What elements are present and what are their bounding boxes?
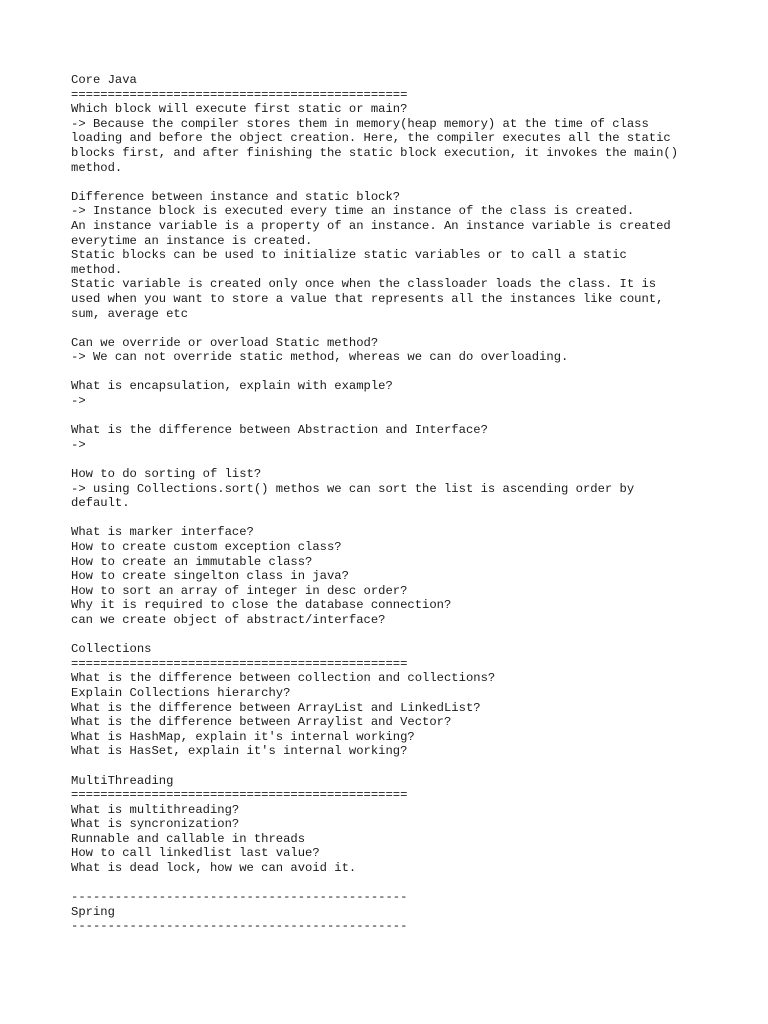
question-line: How to create singelton class in java?	[71, 569, 349, 584]
document-page	[71, 73, 711, 934]
question-line: What is dead lock, how we can avoid it.	[71, 861, 357, 876]
blank-line	[71, 628, 711, 643]
question-line: What is the difference between ArrayList and LinkedList?	[71, 700, 481, 715]
question-line: What is the difference between Abstraction and Interface?	[71, 423, 488, 438]
answer-line: -> We can not override static method, whereas we can do overloading.	[71, 350, 569, 365]
separator-rule: ==============================================	[71, 788, 408, 803]
answer-line: loading and before the object creation. Here, the compiler executes all the static	[71, 131, 671, 146]
answer-line: -> Instance block is executed every time an instance of the class is created.	[71, 204, 635, 219]
blank-line	[71, 321, 711, 336]
section-heading: Core Java	[71, 73, 137, 87]
answer-line: method.	[71, 262, 123, 277]
question-line: Explain Collections hierarchy?	[71, 685, 291, 700]
blank-line	[71, 759, 711, 774]
answer-line: method.	[71, 160, 123, 175]
blank-line	[71, 365, 711, 380]
question-line: What is the difference between collection and collections?	[71, 671, 496, 686]
separator-rule: ==============================================	[71, 87, 408, 102]
separator-rule: ==============================================	[71, 656, 408, 671]
blank-line	[71, 511, 711, 526]
answer-line: An instance variable is a property of an instance. An instance variable is created	[71, 218, 671, 233]
question-line: can we create object of abstract/interface?	[71, 612, 386, 627]
question-line: What is HasSet, explain it's internal working?	[71, 744, 408, 759]
separator-rule: ----------------------------------------------	[71, 890, 408, 905]
answer-line: -> Because the compiler stores them in memory(heap memory) at the time of class	[71, 116, 649, 131]
answer-line: everytime an instance is created.	[71, 233, 313, 248]
section-heading: MultiThreading	[71, 773, 174, 788]
question-line: What is multithreading?	[71, 802, 240, 817]
answer-line: used when you want to store a value that represents all the instances like count,	[71, 291, 664, 306]
question-line: What is syncronization?	[71, 817, 240, 832]
question-line: How to call linkedlist last value?	[71, 846, 320, 861]
answer-line: Static blocks can be used to initialize static variables or to call a static	[71, 248, 627, 263]
question-line: Can we override or overload Static method?	[71, 335, 379, 350]
answer-line: blocks first, and after finishing the static block execution, it invokes the main()	[71, 145, 679, 160]
blank-line	[71, 452, 711, 467]
section-heading: Collections	[71, 642, 152, 657]
question-line: Difference between instance and static block?	[71, 189, 401, 204]
answer-line: default.	[71, 496, 130, 511]
question-line: Which block will execute first static or main?	[71, 102, 408, 117]
section-heading: Spring	[71, 904, 115, 919]
separator-rule: ----------------------------------------------	[71, 919, 408, 934]
question-line: How to sort an array of integer in desc order?	[71, 583, 408, 598]
answer-line: ->	[71, 437, 86, 452]
question-line: Why it is required to close the database connection?	[71, 598, 452, 613]
blank-line	[71, 409, 711, 424]
question-line: What is encapsulation, explain with example?	[71, 379, 393, 394]
question-line: What is HashMap, explain it's internal working?	[71, 729, 415, 744]
answer-line: -> using Collections.sort() methos we can sort the list is ascending order by	[71, 481, 635, 496]
answer-line: sum, average etc	[71, 306, 189, 321]
question-line: What is the difference between Arraylist and Vector?	[71, 715, 452, 730]
question-line: How to create an immutable class?	[71, 554, 313, 569]
blank-line	[71, 175, 711, 190]
blank-line	[71, 876, 711, 891]
question-line: Runnable and callable in threads	[71, 831, 306, 846]
answer-line: Static variable is created only once when the classloader loads the class. It is	[71, 277, 657, 292]
question-line: What is marker interface?	[71, 525, 254, 540]
question-line: How to create custom exception class?	[71, 540, 342, 554]
question-line: How to do sorting of list?	[71, 467, 262, 482]
answer-line: ->	[71, 394, 86, 409]
